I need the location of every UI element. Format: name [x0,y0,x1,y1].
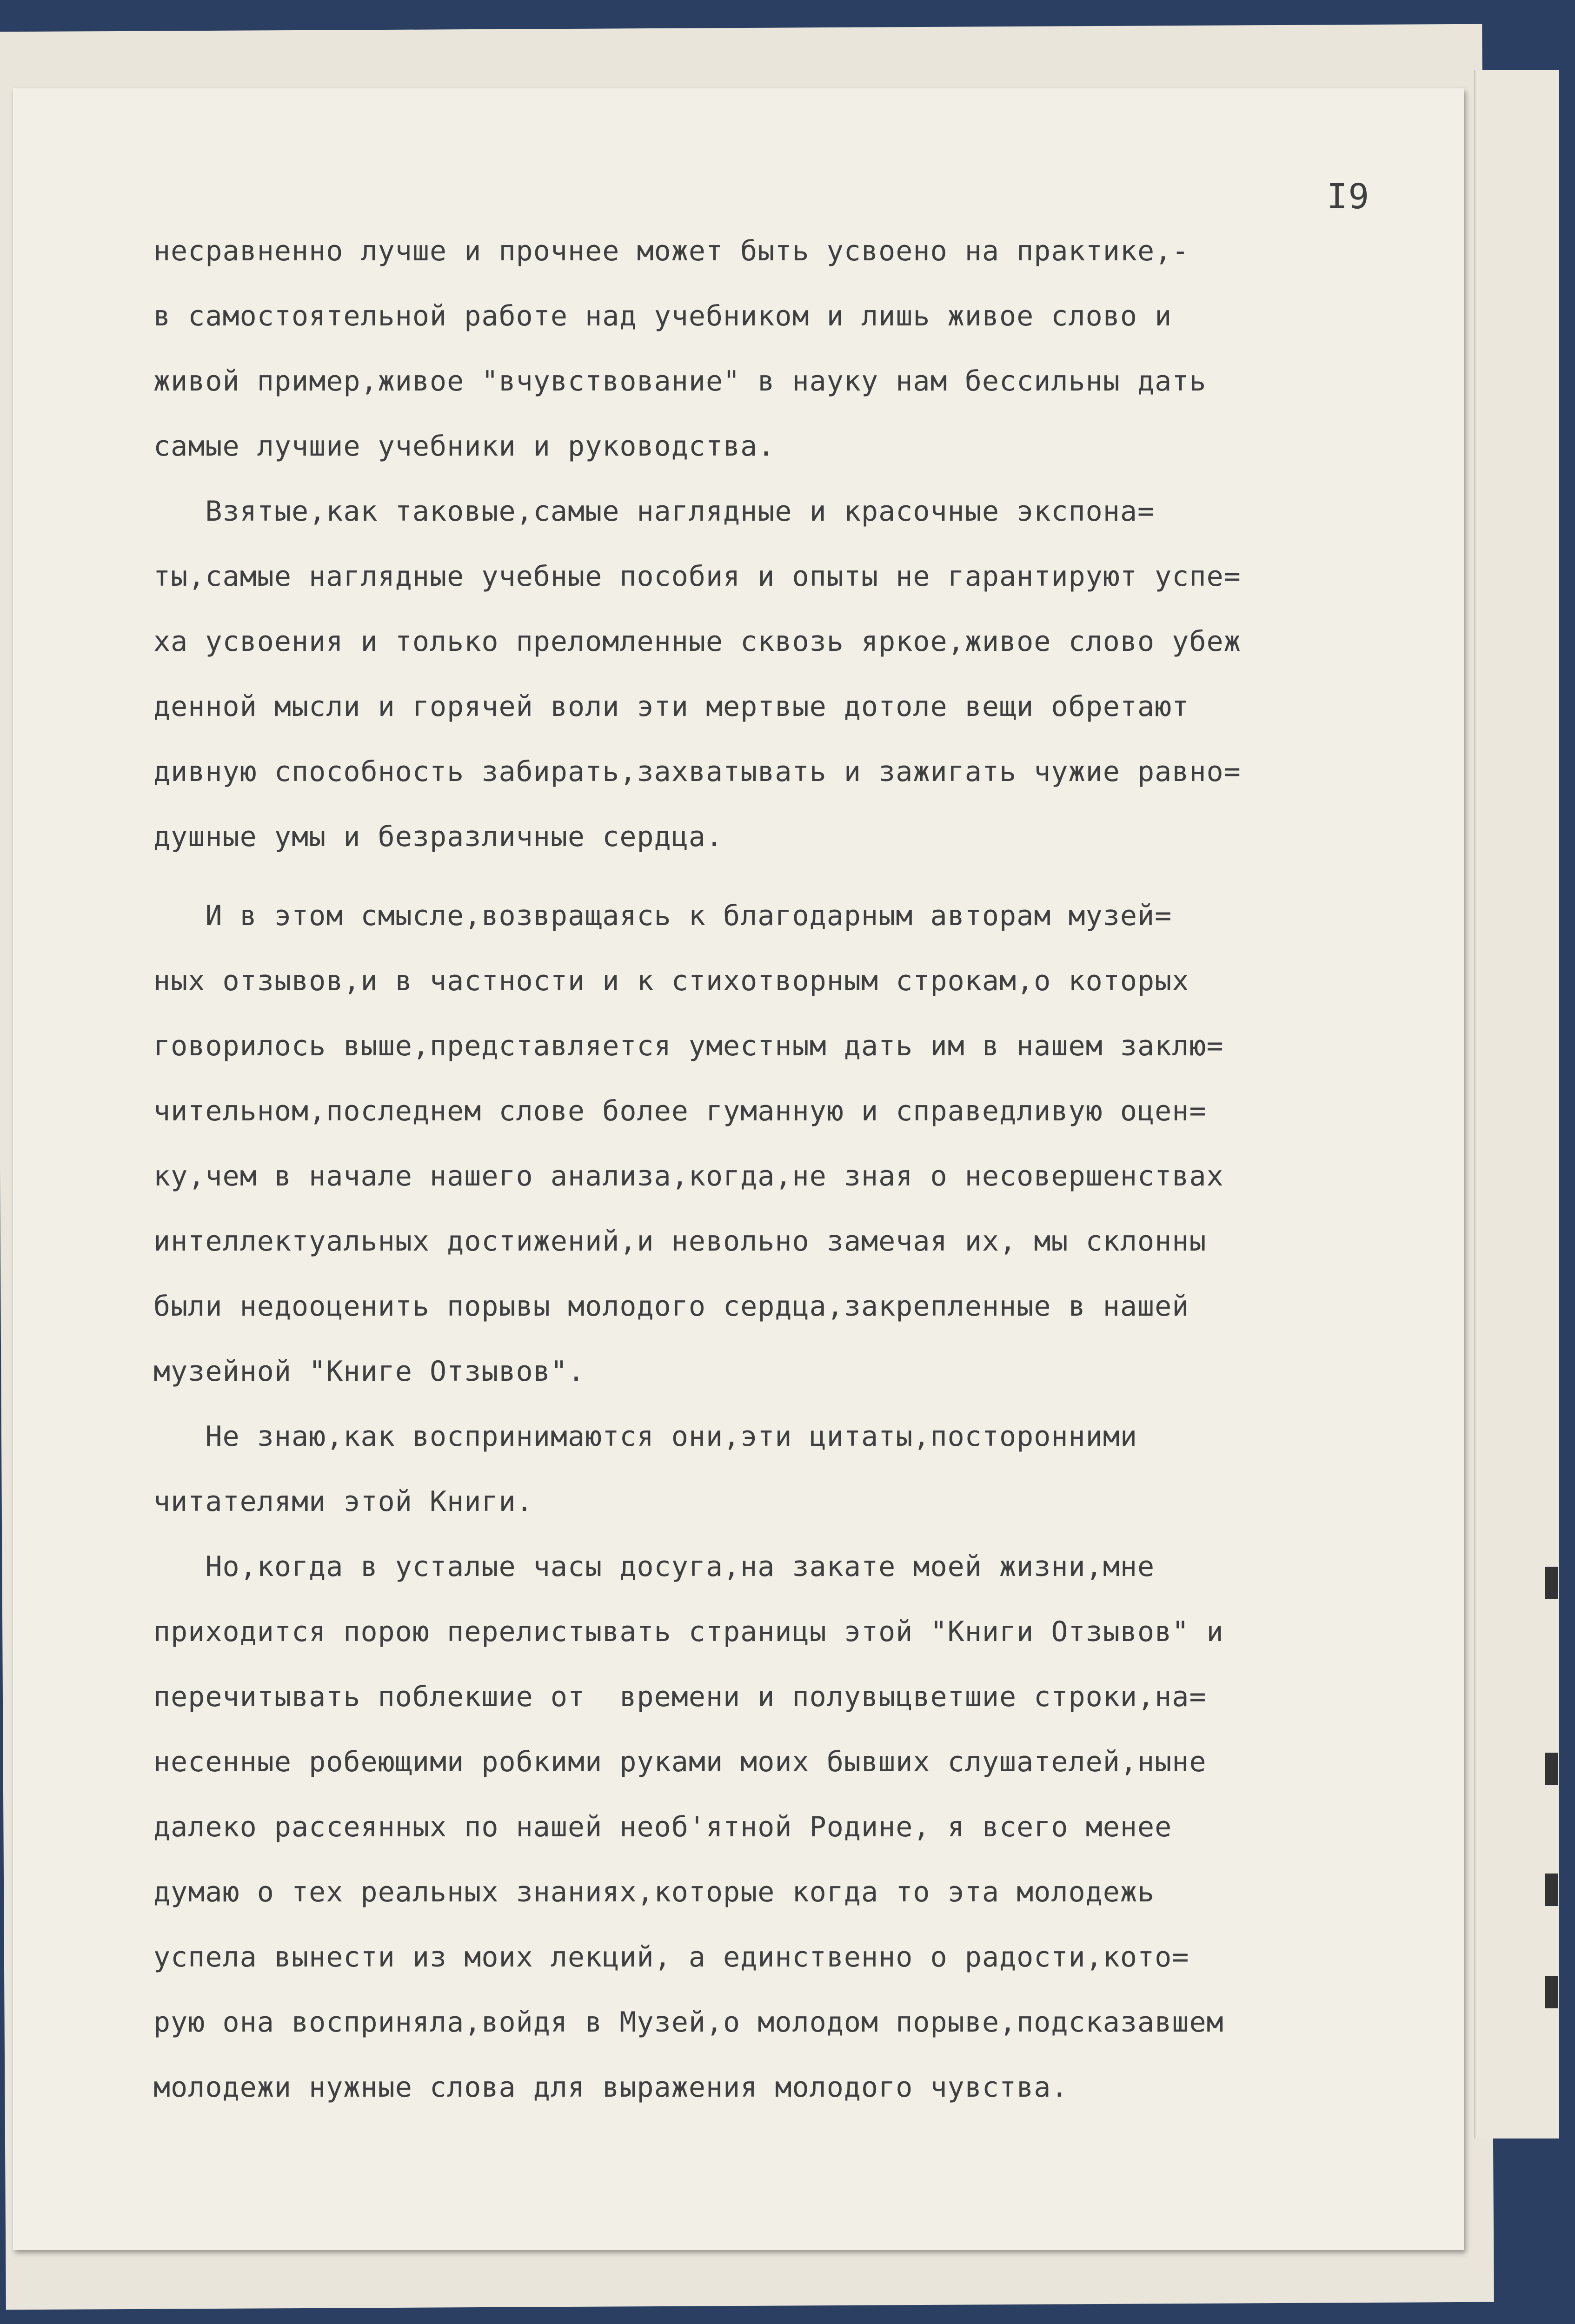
margin-mark [1545,1753,1558,1785]
text-line: дивную способность забирать,захватывать и зажигать чужие равно= [153,755,1241,788]
margin-mark [1545,1874,1558,1906]
text-line: душные умы и безразличные сердца. [153,821,724,853]
text-line: думаю о тех реальных знаниях,которые когда то эта молодежь [153,1876,1155,1908]
page-number: I9 [1327,177,1370,217]
text-line: Взятые,как таковые,самые наглядные и красочные экспона= [153,495,1155,528]
text-line: интеллектуальных достижений,и невольно замечая их, мы склонны [153,1225,1207,1258]
text-line: музейной "Книге Отзывов". [153,1355,585,1388]
text-line: ку,чем в начале нашего анализа,когда,не зная о несовершенствах [153,1160,1224,1192]
text-line: несенные робеющими робкими руками моих бывших слушателей,ныне [153,1746,1207,1778]
text-line: ты,самые наглядные учебные пособия и опыты не гарантируют успе= [153,560,1241,593]
text-line: Не знаю,как воспринимаются они,эти цитаты,посторонними [153,1420,1138,1453]
text-line: И в этом смысле,возвращаясь к благодарным авторам музей= [153,900,1172,932]
text-line: живой пример,живое "вчувствование" в науку нам бессильны дать [153,365,1207,397]
text-line: чительном,последнем слове более гуманную и справедливую оцен= [153,1095,1207,1127]
margin-mark [1545,1567,1558,1599]
text-line: Но,когда в усталые часы досуга,на закате моей жизни,мне [153,1550,1155,1583]
text-line: молодежи нужные слова для выражения молодого чувства. [153,2071,1069,2104]
text-line: несравненно лучше и прочнее может быть усвоено на практике,- [153,235,1190,267]
text-line: денной мысли и горячей воли эти мертвые дотоле вещи обретают [153,690,1190,723]
text-line: далеко рассеянных по нашей необ'ятной Родине, я всего менее [153,1811,1172,1843]
margin-mark [1545,1976,1558,2008]
typewritten-page [13,88,1464,2250]
text-line: приходится порою перелистывать страницы этой "Книги Отзывов" и [153,1616,1224,1648]
text-line: перечитывать поблекшие от времени и полувыцветшие строки,на= [153,1681,1207,1713]
text-line: в самостоятельной работе над учебником и лишь живое слово и [153,300,1172,332]
text-line: самые лучшие учебники и руководства. [153,430,775,463]
text-line: рую она восприняла,войдя в Музей,о молодом порыве,подсказавшем [153,2006,1224,2039]
text-line: ха усвоения и только преломленные сквозь яркое,живое слово убеж [153,625,1241,658]
text-line: ных отзывов,и в частности и к стихотворным строкам,о которых [153,965,1190,997]
adjacent-page-edge [1474,70,1559,2139]
text-line: были недооценить порывы молодого сердца,закрепленные в нашей [153,1290,1190,1323]
text-line: говорилось выше,представляется уместным дать им в нашем заклю= [153,1030,1224,1062]
text-line: читателями этой Книги. [153,1485,533,1518]
text-line: успела вынести из моих лекций, а единственно о радости,кото= [153,1941,1190,1973]
